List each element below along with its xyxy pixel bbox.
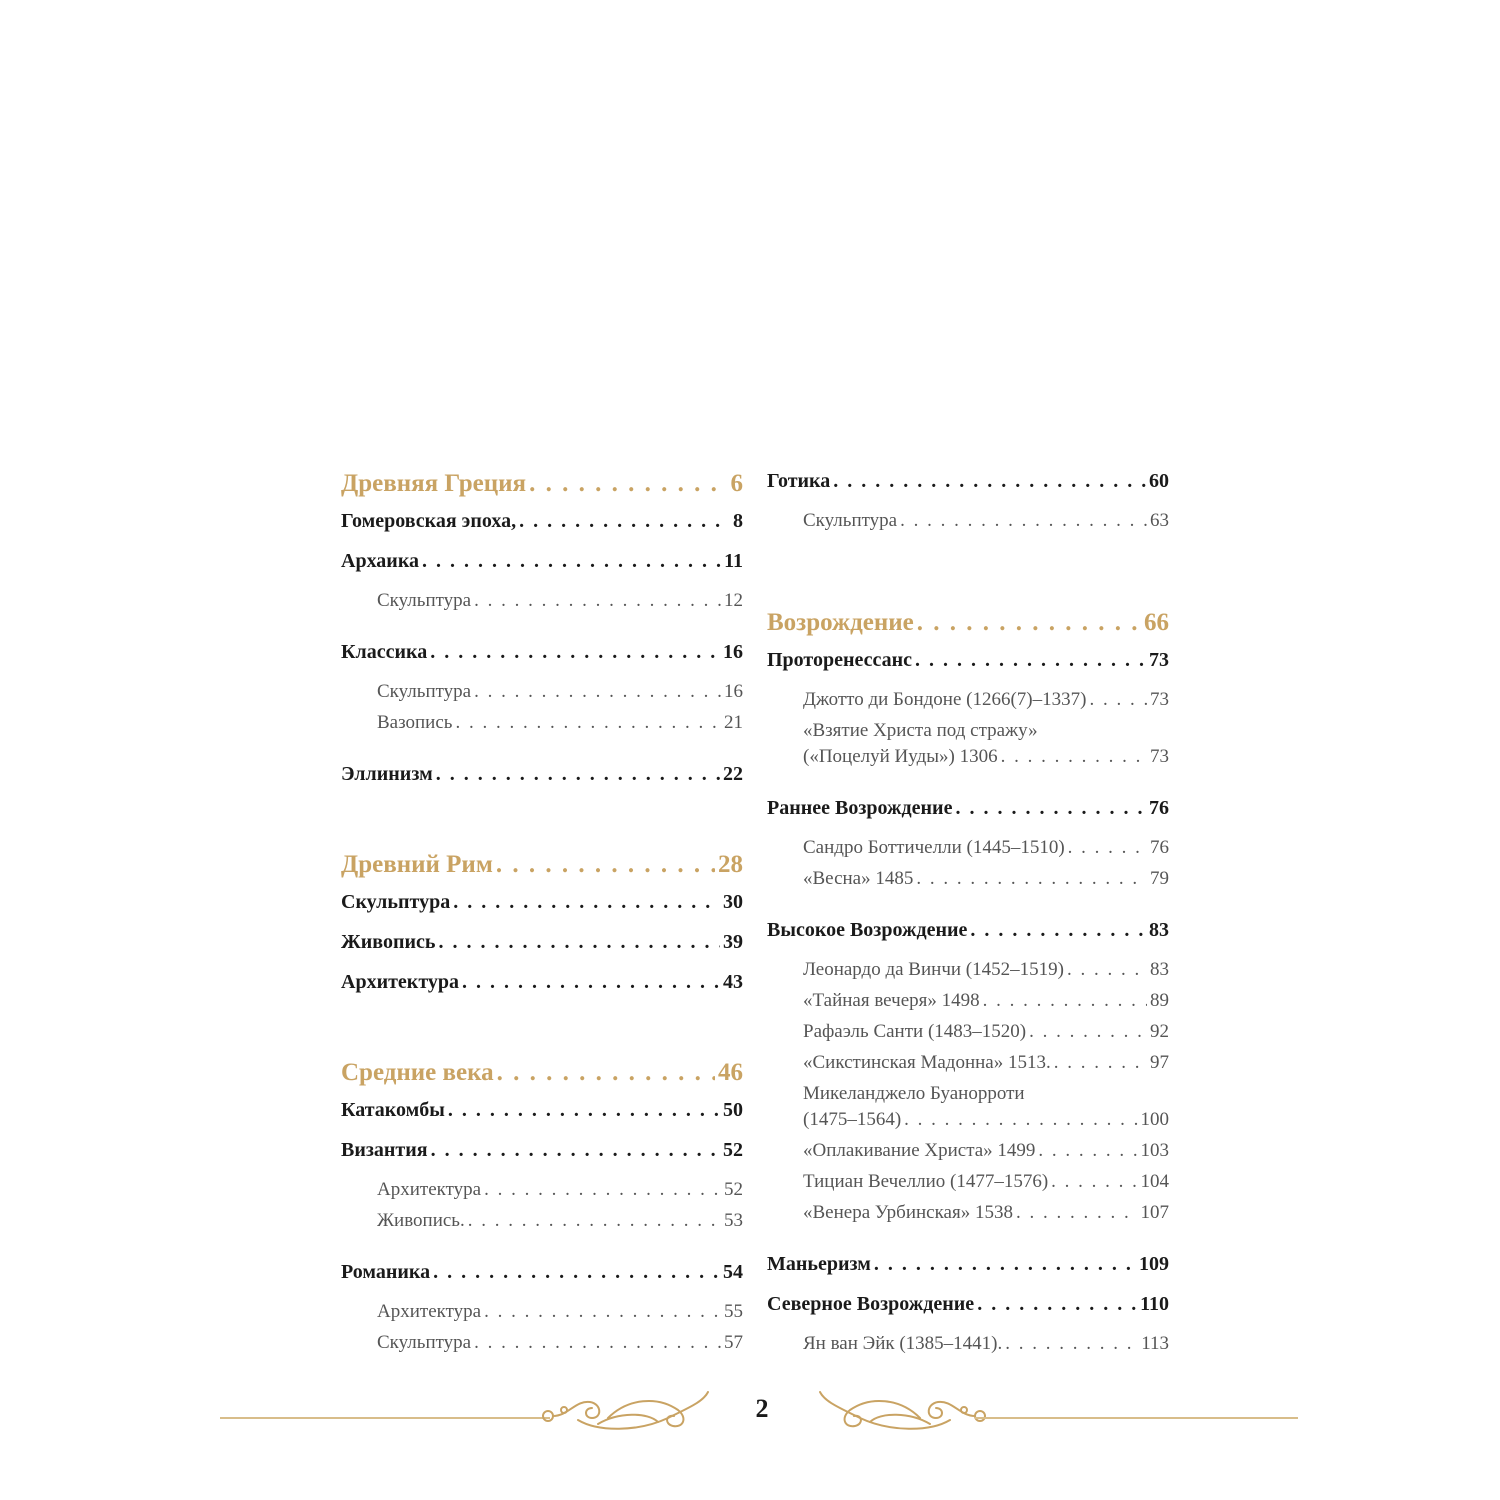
toc-page-number: 52: [723, 1139, 743, 1161]
toc-subsection[interactable]: [341, 891, 743, 931]
toc-page-number: 73: [1150, 689, 1169, 710]
toc-item-line: [767, 720, 1169, 746]
toc-leader-dots: [474, 1332, 721, 1354]
toc-page-number: 110: [1140, 1293, 1169, 1315]
toc-item[interactable]: [767, 959, 1169, 990]
toc-item[interactable]: [767, 510, 1169, 541]
toc-leader-dots: [1038, 1140, 1137, 1162]
toc-entry-title: Готика: [767, 470, 831, 492]
toc-leader-dots: [1005, 1333, 1138, 1355]
toc-page-number: 53: [724, 1210, 743, 1231]
toc-entry-title: Древний Рим: [341, 851, 493, 878]
toc-item[interactable]: [767, 1140, 1169, 1171]
toc-entry-title: (1475–1564): [803, 1109, 902, 1130]
toc-leader-dots: [468, 1210, 721, 1232]
toc-page-number: 50: [723, 1099, 743, 1121]
toc-entry-title: Эллинизм: [341, 763, 433, 785]
toc-item[interactable]: [341, 712, 743, 743]
toc-entry-title: Живопись.: [377, 1210, 465, 1231]
toc-subsection[interactable]: [341, 1139, 743, 1179]
toc-entry-title: «Тайная вечеря» 1498: [803, 990, 980, 1011]
toc-spacer: [341, 743, 743, 763]
toc-leader-dots: [1001, 746, 1147, 768]
toc-entry-title: Ян ван Эйк (1385–1441).: [803, 1333, 1003, 1354]
toc-leader-dots: [955, 797, 1146, 820]
toc-entry-title: Скульптура: [377, 590, 472, 611]
toc-entry-title: Тициан Вечеллио (1477–1576): [803, 1171, 1049, 1192]
toc-entry-title: Средние века: [341, 1059, 494, 1086]
toc-leader-dots: [474, 681, 721, 703]
toc-item[interactable]: [341, 590, 743, 621]
toc-entry-title: «Оплакивание Христа» 1499: [803, 1140, 1036, 1161]
toc-page-number: 11: [724, 550, 743, 572]
toc-entry-title: Романика: [341, 1261, 431, 1283]
toc-page-number: 39: [723, 931, 743, 953]
toc-leader-dots: [462, 971, 720, 994]
toc-leader-dots: [915, 649, 1146, 672]
toc-page-number: 60: [1149, 470, 1169, 492]
toc-page-number: 83: [1150, 959, 1169, 980]
toc-entry-title: Древняя Греция: [341, 470, 527, 497]
toc-leader-dots: [529, 470, 727, 498]
toc-item[interactable]: [767, 746, 1169, 777]
toc-spacer: [767, 777, 1169, 797]
toc-entry-title: «Сикстинская Мадонна» 1513.: [803, 1052, 1051, 1073]
toc-leader-dots: [1029, 1021, 1147, 1043]
toc-item[interactable]: [767, 1052, 1169, 1083]
toc-page-number: 89: [1150, 990, 1169, 1011]
toc-leader-dots: [474, 590, 721, 612]
toc-leader-dots: [1089, 689, 1147, 711]
toc-subsection[interactable]: [767, 1293, 1169, 1333]
toc-leader-dots: [433, 1261, 720, 1284]
toc-page-number: 76: [1150, 837, 1169, 858]
toc-subsection[interactable]: [341, 510, 743, 550]
toc-item[interactable]: [341, 1301, 743, 1332]
toc-entry-title: Архитектура: [377, 1179, 482, 1200]
toc-entry-title: Проторенессанс: [767, 649, 913, 671]
toc-subsection[interactable]: [767, 919, 1169, 959]
toc-spacer: [767, 899, 1169, 919]
toc-item[interactable]: [767, 1021, 1169, 1052]
toc-page-number: 100: [1140, 1109, 1169, 1130]
toc-subsection[interactable]: [767, 1253, 1169, 1293]
toc-item[interactable]: [341, 1179, 743, 1210]
toc-item-title: Микеланджело Буанорроти: [803, 1083, 1025, 1104]
toc-entry-title: Сандро Боттичелли (1445–1510): [803, 837, 1065, 858]
toc-entry-title: Скульптура: [377, 1332, 472, 1353]
toc-entry-title: Живопись: [341, 931, 436, 953]
toc-leader-dots: [453, 891, 720, 914]
toc-page-number: 54: [723, 1261, 743, 1283]
toc-spacer: [341, 621, 743, 641]
toc-page-number: 63: [1150, 510, 1169, 531]
toc-page-number: 21: [724, 712, 743, 733]
toc-subsection[interactable]: [341, 641, 743, 681]
toc-column-right: [767, 470, 1169, 1364]
toc-subsection[interactable]: [341, 931, 743, 971]
toc-page-number: 73: [1149, 649, 1169, 671]
toc-leader-dots: [977, 1293, 1137, 1316]
toc-page-number: 55: [724, 1301, 743, 1322]
toc-entry-title: «Весна» 1485: [803, 868, 914, 889]
toc-page-number: 16: [724, 681, 743, 702]
toc-leader-dots: [904, 1109, 1137, 1131]
toc-leader-dots: [422, 550, 721, 573]
toc-spacer: [767, 541, 1169, 589]
footer-rule-left: [220, 1417, 550, 1419]
toc-page-number: 113: [1141, 1333, 1169, 1354]
toc-page-number: 103: [1140, 1140, 1169, 1161]
toc-entry-title: Архитектура: [377, 1301, 482, 1322]
toc-subsection[interactable]: [767, 470, 1169, 510]
toc-page-number: 30: [723, 891, 743, 913]
toc-entry-title: Леонардо да Винчи (1452–1519): [803, 959, 1064, 980]
toc-page-number: 22: [723, 763, 743, 785]
toc-leader-dots: [916, 868, 1147, 890]
toc-spacer: [341, 803, 743, 851]
toc-item[interactable]: [767, 689, 1169, 720]
toc-item[interactable]: [767, 990, 1169, 1021]
toc-leader-dots: [436, 763, 720, 786]
toc-entry-title: Рафаэль Санти (1483–1520): [803, 1021, 1027, 1042]
toc-entry-title: Джотто ди Бондоне (1266(7)–1337): [803, 689, 1087, 710]
toc-item[interactable]: [341, 1210, 743, 1241]
toc-subsection[interactable]: [341, 1099, 743, 1139]
toc-item[interactable]: [767, 837, 1169, 868]
toc-column-left: [341, 470, 743, 1363]
toc-leader-dots: [917, 609, 1141, 637]
toc-page-number: 107: [1140, 1202, 1169, 1223]
toc-item[interactable]: [341, 681, 743, 712]
footer-rule-right: [975, 1417, 1298, 1419]
toc-entry-title: («Поцелуй Иуды») 1306: [803, 746, 998, 767]
toc-leader-dots: [970, 919, 1146, 942]
toc-entry-title: Скульптура: [341, 891, 451, 913]
toc-leader-dots: [833, 470, 1146, 493]
toc-leader-dots: [484, 1179, 721, 1201]
toc-leader-dots: [431, 1139, 720, 1162]
scroll-ornament-icon: [815, 1388, 990, 1436]
toc-page-number: 97: [1150, 1052, 1169, 1073]
toc-page-number: 8: [733, 510, 743, 532]
toc-leader-dots: [1068, 837, 1147, 859]
toc-entry-title: Византия: [341, 1139, 428, 1161]
toc-spacer: [767, 1233, 1169, 1253]
toc-page-number: 43: [723, 971, 743, 993]
toc-subsection[interactable]: [341, 1261, 743, 1301]
scroll-ornament-icon: [538, 1388, 713, 1436]
toc-leader-dots: [1054, 1052, 1147, 1074]
toc-leader-dots: [497, 1059, 715, 1087]
toc-leader-dots: [900, 510, 1147, 532]
toc-leader-dots: [1067, 959, 1147, 981]
toc-page-number: 6: [730, 470, 743, 497]
toc-entry-title: Возрождение: [767, 609, 914, 636]
toc-subsection[interactable]: [767, 649, 1169, 689]
toc-section-heading[interactable]: [767, 609, 1169, 649]
toc-page-number: 12: [724, 590, 743, 611]
toc-page-number: 76: [1149, 797, 1169, 819]
toc-page-number: 46: [718, 1059, 743, 1086]
toc-page-number: 52: [724, 1179, 743, 1200]
toc-item-line: [767, 1083, 1169, 1109]
toc-section-heading[interactable]: [341, 1059, 743, 1099]
toc-page-number: 16: [723, 641, 743, 663]
toc-subsection[interactable]: [767, 797, 1169, 837]
toc-page-number: 66: [1144, 609, 1169, 636]
toc-leader-dots: [1051, 1171, 1137, 1193]
toc-page-number: 83: [1149, 919, 1169, 941]
toc-entry-title: Высокое Возрождение: [767, 919, 968, 941]
toc-leader-dots: [448, 1099, 720, 1122]
toc-entry-title: Классика: [341, 641, 428, 663]
toc-spacer: [767, 589, 1169, 609]
toc-subsection[interactable]: [341, 971, 743, 1011]
toc-page-number: 104: [1140, 1171, 1169, 1192]
toc-leader-dots: [519, 510, 730, 533]
toc-leader-dots: [874, 1253, 1136, 1276]
toc-entry-title: Гомеровская эпоха,: [341, 510, 517, 532]
toc-subsection[interactable]: [341, 550, 743, 590]
toc-entry-title: Раннее Возрождение: [767, 797, 953, 819]
toc-entry-title: Архитектура: [341, 971, 459, 993]
toc-entry-title: Северное Возрождение: [767, 1293, 975, 1315]
toc-page-number: 57: [724, 1332, 743, 1353]
toc-spacer: [341, 1241, 743, 1261]
toc-entry-title: Скульптура: [803, 510, 898, 531]
toc-spacer: [341, 1011, 743, 1059]
toc-entry-title: Архаика: [341, 550, 420, 572]
toc-leader-dots: [983, 990, 1147, 1012]
toc-section-heading[interactable]: [341, 851, 743, 891]
toc-leader-dots: [438, 931, 720, 954]
toc-page-number: 79: [1150, 868, 1169, 889]
toc-item[interactable]: [767, 1333, 1169, 1364]
toc-leader-dots: [1016, 1202, 1138, 1224]
toc-section-heading[interactable]: [341, 470, 743, 510]
toc-page-number: 109: [1139, 1253, 1169, 1275]
toc-item[interactable]: [767, 1109, 1169, 1140]
toc-subsection[interactable]: [341, 763, 743, 803]
toc-item[interactable]: [767, 1202, 1169, 1233]
toc-leader-dots: [484, 1301, 721, 1323]
toc-entry-title: Маньеризм: [767, 1253, 871, 1275]
toc-item[interactable]: [341, 1332, 743, 1363]
toc-entry-title: Катакомбы: [341, 1099, 445, 1121]
toc-page-number: 28: [718, 851, 743, 878]
toc-item[interactable]: [767, 1171, 1169, 1202]
toc-leader-dots: [496, 851, 715, 879]
toc-page-number: 73: [1150, 746, 1169, 767]
toc-page-number: 92: [1150, 1021, 1169, 1042]
toc-leader-dots: [455, 712, 721, 734]
toc-entry-title: Вазопись: [377, 712, 453, 733]
toc-entry-title: «Венера Урбинская» 1538: [803, 1202, 1013, 1223]
toc-item-title: «Взятие Христа под стражу»: [803, 720, 1038, 741]
toc-leader-dots: [430, 641, 720, 664]
page-number: 2: [755, 1394, 769, 1423]
toc-item[interactable]: [767, 868, 1169, 899]
toc-entry-title: Скульптура: [377, 681, 472, 702]
